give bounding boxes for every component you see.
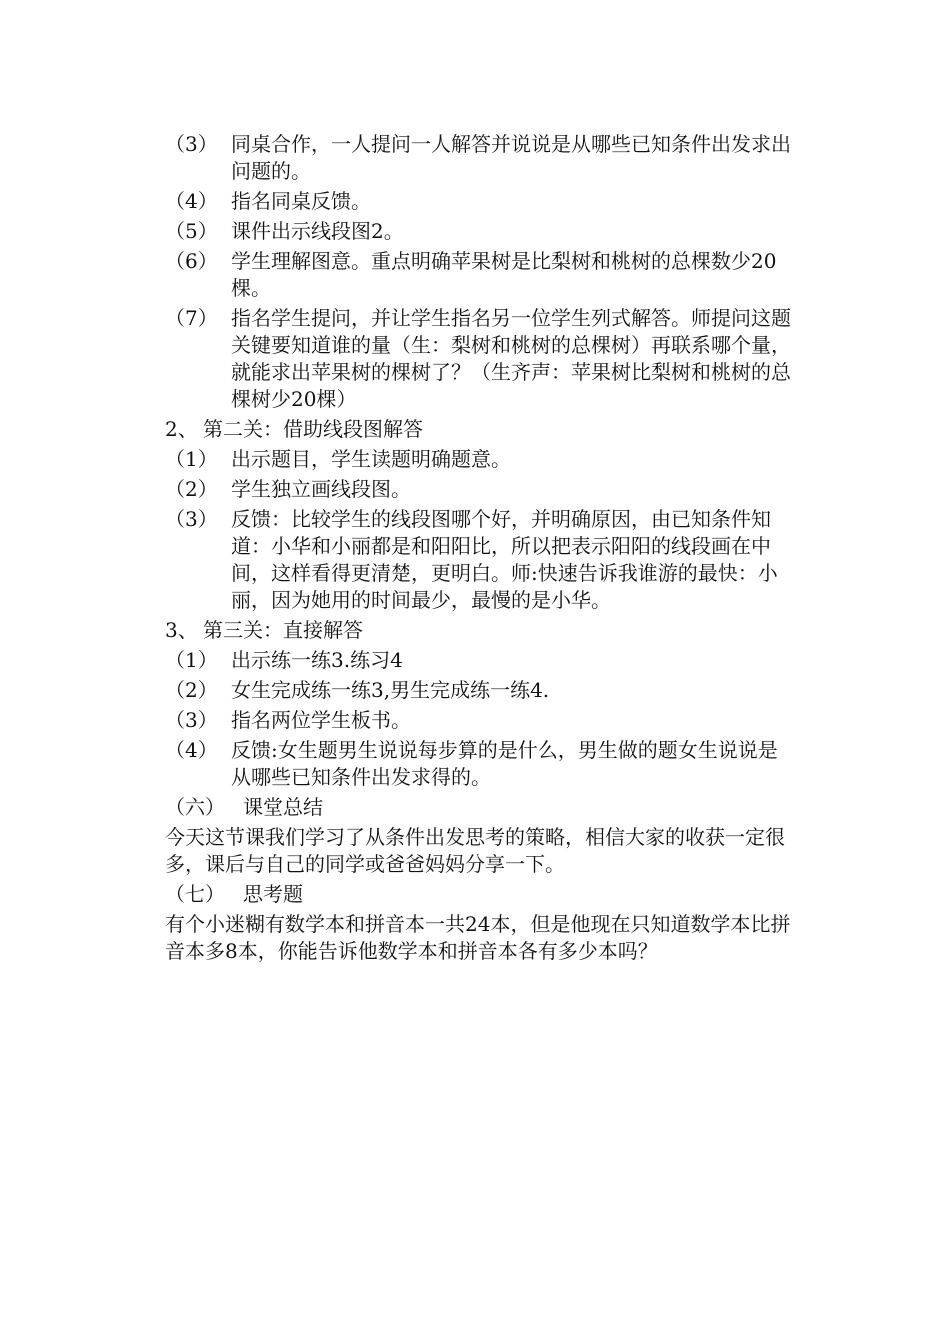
item-number: （6）: [165, 249, 218, 273]
section-title: 课堂总结: [243, 795, 323, 819]
list-item: [165, 131, 795, 185]
item-text: 第二关：借助线段图解答: [203, 417, 423, 441]
list-item: [165, 707, 795, 734]
list-item: [165, 446, 795, 473]
item-text: 出示练一练3.练习4: [231, 648, 403, 672]
list-item: [165, 677, 795, 704]
item-number: （3）: [165, 507, 218, 531]
section-item: [165, 617, 795, 644]
list-item: [165, 506, 795, 614]
item-number: （5）: [165, 219, 218, 243]
item-number: （2）: [165, 678, 218, 702]
item-number: 3、: [165, 618, 198, 642]
list-item: [165, 248, 795, 302]
item-number: 2、: [165, 417, 198, 441]
list-item: [165, 476, 795, 503]
list-item: [165, 188, 795, 215]
item-text: 指名学生提问，并让学生指名另一位学生列式解答。师提问这题关键要知道谁的量（生：梨树和桃树的总棵树）再联系哪个量，就能求出苹果树的棵树了？（生齐声：苹果树比梨树和桃树的总棵树少20棵）: [231, 306, 791, 411]
item-text: 反馈：比较学生的线段图哪个好，并明确原因，由已知条件知道：小华和小丽都是和阳阳比，所以把表示阳阳的线段画在中间，这样看得更清楚，更明白。师:快速告诉我谁游的最快：小丽，因为她用的时间最少，最慢的是小华。: [231, 507, 778, 612]
section-heading-thinking: [165, 881, 795, 908]
item-text: 学生理解图意。重点明确苹果树是比梨树和桃树的总棵数少20棵。: [231, 249, 777, 300]
item-number: （3）: [165, 708, 218, 732]
step-list: [165, 131, 795, 791]
item-text: 反馈:女生题男生说说每步算的是什么，男生做的题女生说说是从哪些已知条件出发求得的。: [231, 738, 778, 789]
section-title: 思考题: [243, 882, 303, 906]
section-heading-summary: [165, 794, 795, 821]
section-number: （六）: [165, 795, 225, 819]
item-text: 出示题目，学生读题明确题意。: [231, 447, 511, 471]
item-number: （3）: [165, 132, 218, 156]
summary-paragraph: 今天这节课我们学习了从条件出发思考的策略，相信大家的收获一定很多，课后与自己的同学或爸爸妈妈分享一下。: [165, 825, 785, 876]
item-text: 课件出示线段图2。: [231, 219, 404, 243]
item-text: 女生完成练一练3,男生完成练一练4.: [231, 678, 550, 702]
list-item: [165, 737, 795, 791]
item-text: 学生独立画线段图。: [231, 477, 411, 501]
item-number: （7）: [165, 306, 218, 330]
item-text: 第三关：直接解答: [203, 618, 363, 642]
list-item: [165, 647, 795, 674]
list-item: [165, 305, 795, 413]
item-number: （4）: [165, 189, 218, 213]
item-number: （2）: [165, 477, 218, 501]
item-number: （4）: [165, 738, 218, 762]
item-text: 指名两位学生板书。: [231, 708, 411, 732]
section-number: （七）: [165, 882, 225, 906]
item-number: （1）: [165, 447, 218, 471]
item-text: 同桌合作，一人提问一人解答并说说是从哪些已知条件出发求出问题的。: [231, 132, 791, 183]
list-item: [165, 218, 795, 245]
thinking-paragraph: 有个小迷糊有数学本和拼音本一共24本，但是他现在只知道数学本比拼音本多8本，你能告诉他数学本和拼音本各有多少本吗？: [165, 912, 791, 963]
document-content: [165, 131, 795, 968]
item-text: 指名同桌反馈。: [231, 189, 371, 213]
section-item: [165, 416, 795, 443]
item-number: （1）: [165, 648, 218, 672]
